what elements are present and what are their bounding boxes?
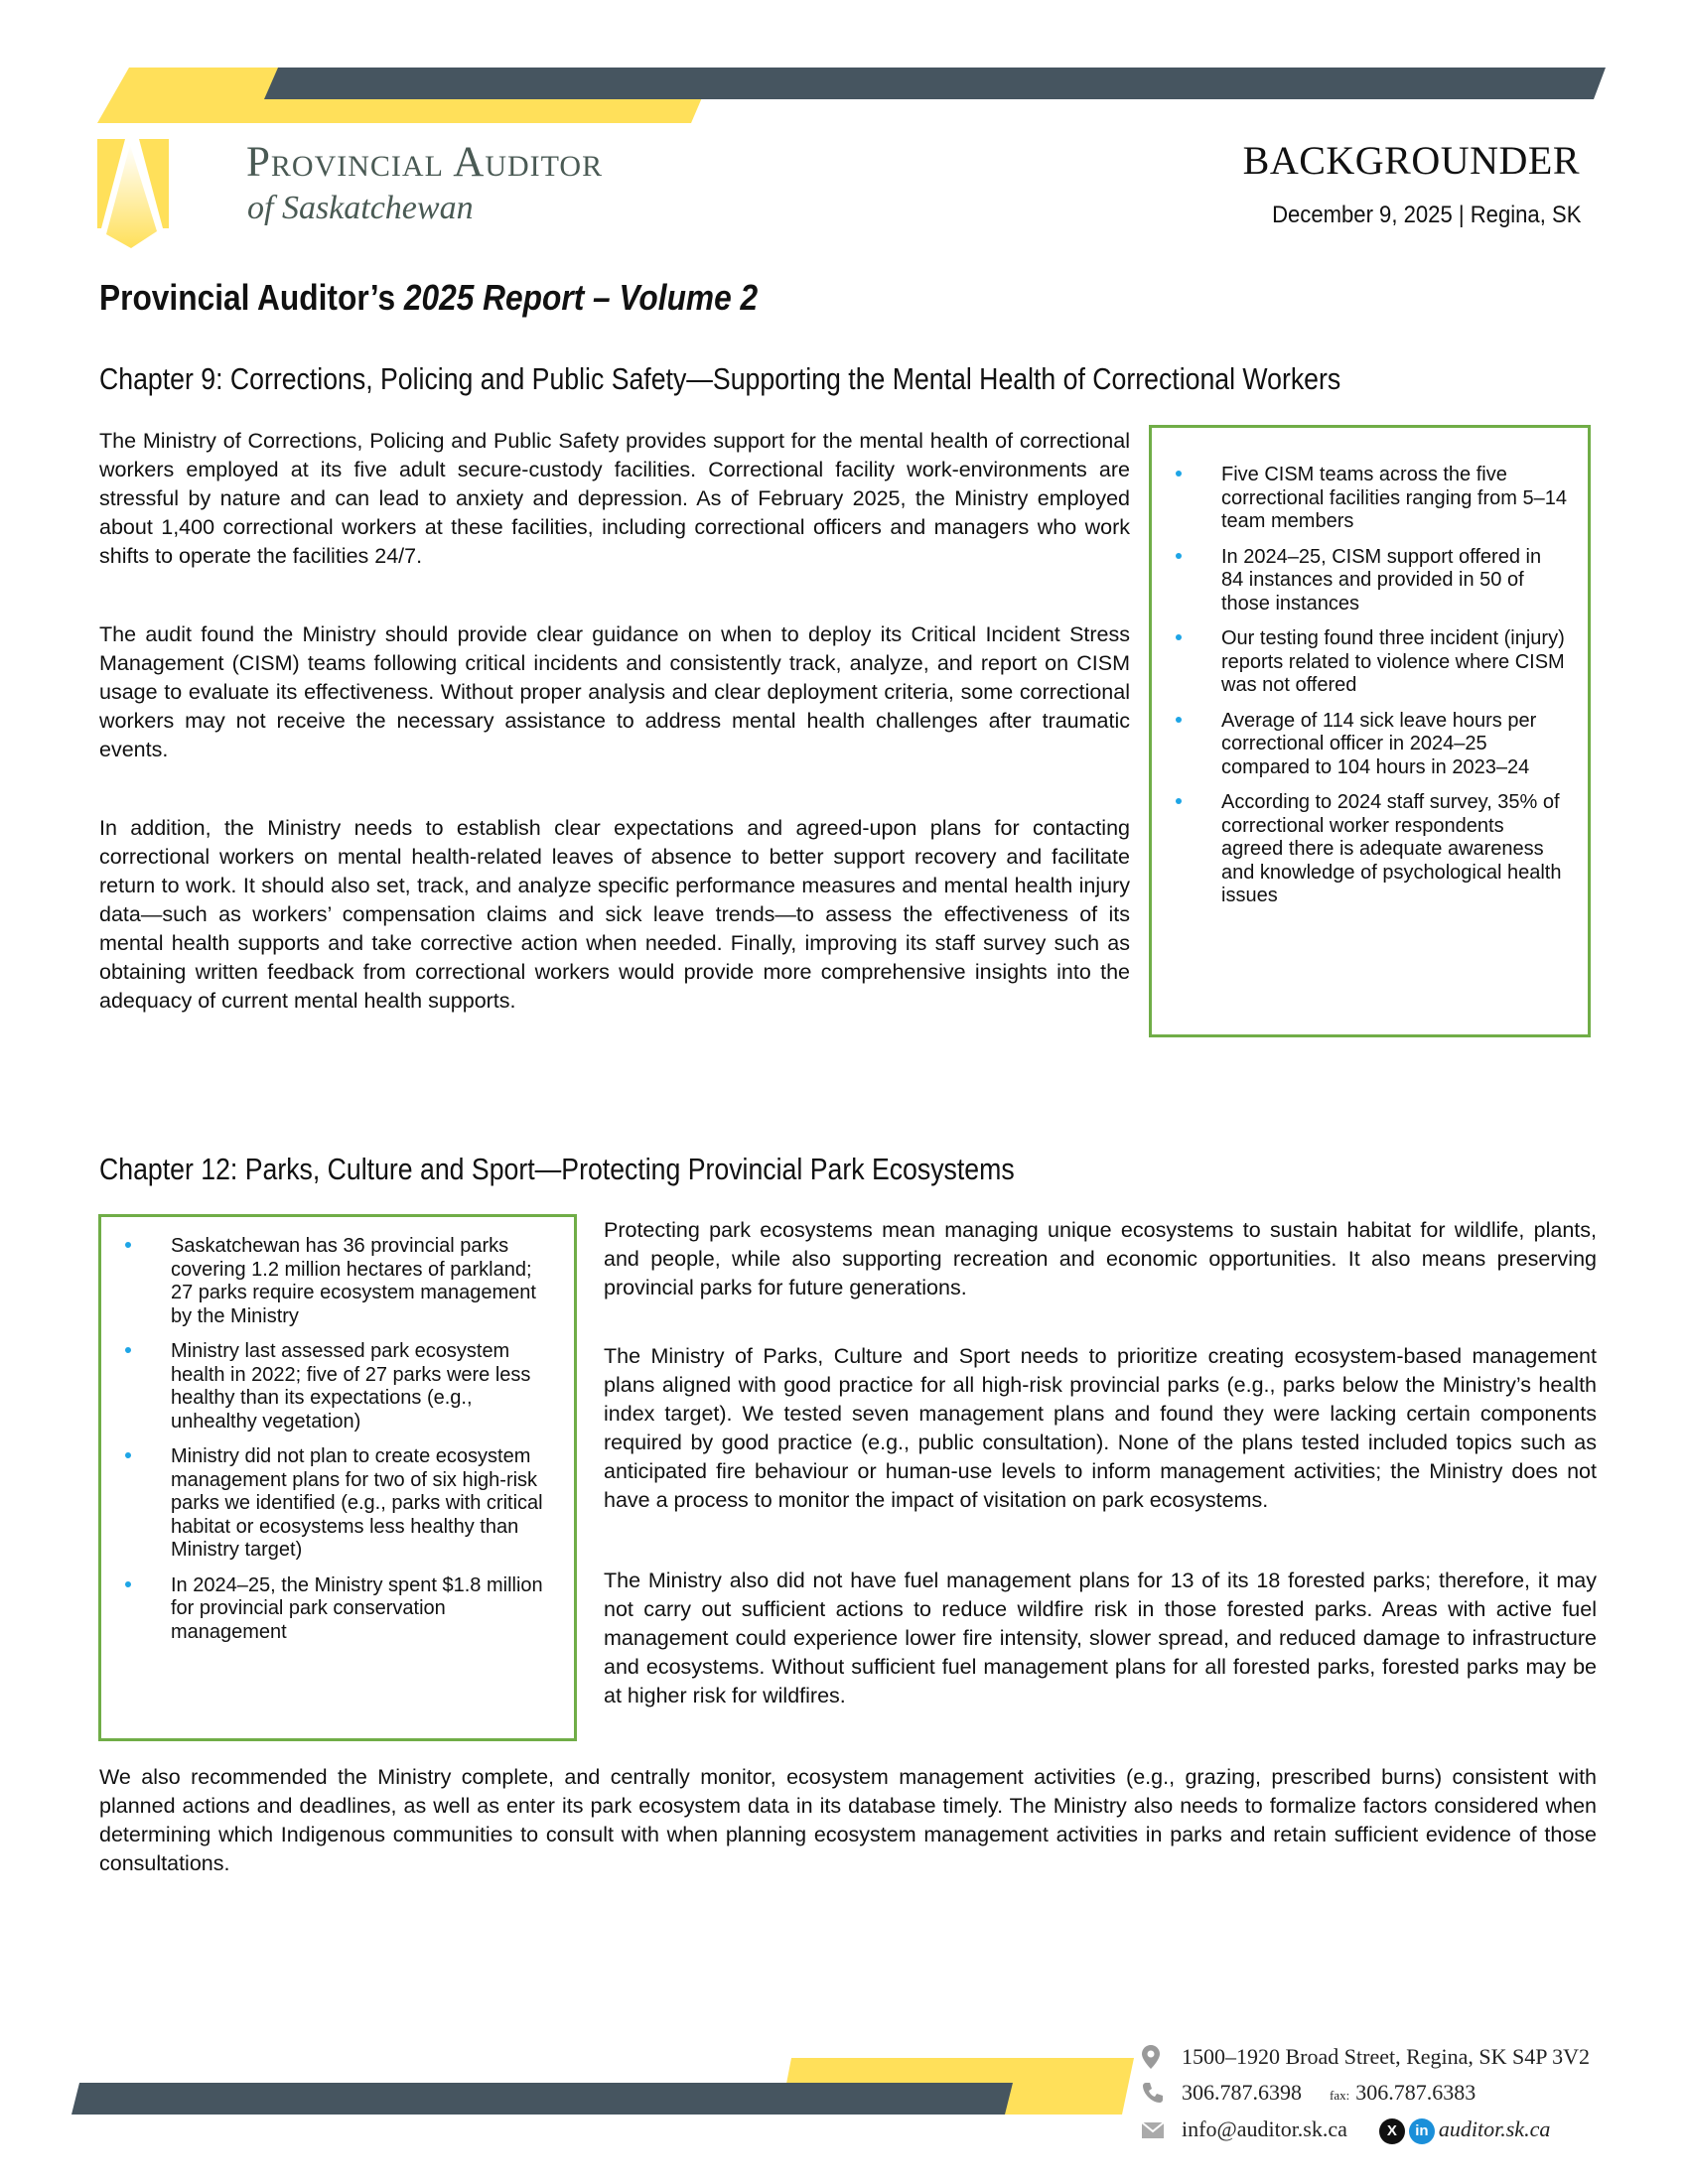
- header-slate-bar: [264, 68, 1606, 99]
- bullet-icon: [125, 1347, 131, 1353]
- highlight-item: Ministry did not plan to create ecosystem management plans for two of six high-risk parks we identified (e.g., parks with critical habitat or ecosystems less healthy than Ministry target): [101, 1445, 554, 1563]
- x-icon[interactable]: X: [1379, 2118, 1405, 2144]
- linkedin-icon[interactable]: in: [1409, 2118, 1435, 2144]
- highlight-item: Our testing found three incident (injury) reports related to violence where CISM was not offered: [1152, 627, 1568, 698]
- map-pin-icon: [1142, 2045, 1166, 2073]
- fax-number: 306.787.6383: [1355, 2080, 1477, 2106]
- highlight-item: Average of 114 sick leave hours per correctional officer in 2024–25 compared to 104 hours in 2023–24: [1152, 710, 1568, 780]
- chapter-9-paragraph: The Ministry of Corrections, Policing and Public Safety provides support for the mental health of correctional workers employed at its five adult secure-custody facilities. Correctional facility work-environments are stressful by nature and can lead to anxiety and depression. As of February 2025, the Ministry employed about 1,400 correctional workers at these facilities, including correctional officers and managers who work shifts to operate the facilities 24/7.: [99, 429, 1130, 568]
- header-banner: [0, 0, 1688, 129]
- highlight-item: In 2024–25, CISM support offered in 84 instances and provided in 50 of those instances: [1152, 546, 1568, 616]
- bullet-icon: [125, 1581, 131, 1587]
- org-name: Provincial Auditor: [246, 139, 604, 186]
- chapter-9-heading: Chapter 9: Corrections, Policing and Public Safety—Supporting the Mental Health of Correctional Workers: [99, 361, 1341, 396]
- phone-number[interactable]: 306.787.6398: [1182, 2080, 1302, 2106]
- bullet-icon: [1176, 634, 1182, 640]
- highlight-item: In 2024–25, the Ministry spent $1.8 million for provincial park conservation management: [101, 1574, 554, 1645]
- footer-slate-bar: [71, 2083, 1013, 2115]
- chapter-12-paragraph: Protecting park ecosystems mean managing unique ecosystems to sustain habitat for wildlife, plants, and people, while also supporting recreation and economic opportunities. It also means preserving provincial parks for future generations.: [604, 1218, 1597, 1299]
- chapter-9-highlights-box: [1149, 425, 1591, 1037]
- chapter-9-paragraph: The audit found the Ministry should provide clear guidance on when to deploy its Critical Incident Stress Management (CISM) teams following critical incidents and consistently track, analyze, and report on CISM usage to evaluate its effectiveness. Without proper analysis and clear deployment criteria, some correctional workers may not receive the necessary assistance to address mental health challenges after traumatic events.: [99, 622, 1130, 761]
- contact-email-web: [1142, 2118, 1550, 2144]
- phone-icon: [1142, 2082, 1166, 2108]
- chapter-12-paragraph: The Ministry also did not have fuel management plans for 13 of its 18 forested parks; therefore, it may not carry out sufficient actions to reduce wildfire risk in those forested parks. Areas with active fuel management could experience lower fire intensity, slower spread, and reduced damage to infrastructure and ecosystems. Without sufficient fuel management plans for all forested parks, forested parks may be at higher risk for wildfires.: [604, 1569, 1597, 1707]
- website-link[interactable]: auditor.sk.ca: [1438, 2116, 1551, 2142]
- chapter-12-paragraph: The Ministry of Parks, Culture and Sport needs to prioritize creating ecosystem-based management plans aligned with good practice for all high-risk provincial parks (e.g., parks below the Ministry’s health index target). We tested seven management plans and found they were lacking certain components required by good practice (e.g., public consultation). None of the plans tested included topics such as anticipated fire behaviour or human-use levels to inform management activities; the Ministry does not have a process to monitor the impact of visitation on park ecosystems.: [604, 1344, 1597, 1512]
- bullet-icon: [125, 1452, 131, 1458]
- mail-icon: [1142, 2120, 1166, 2142]
- auditor-logo-icon: [97, 137, 177, 256]
- page-title: [99, 277, 759, 318]
- contact-address: 1500–1920 Broad Street, Regina, SK S4P 3V2: [1142, 2045, 1590, 2073]
- title-prefix: Provincial Auditor’s: [99, 277, 404, 318]
- chapter-12-heading: Chapter 12: Parks, Culture and Sport—Protecting Provincial Park Ecosystems: [99, 1152, 1015, 1186]
- org-name-sub: of Saskatchewan: [247, 190, 474, 226]
- chapter-9-paragraph: In addition, the Ministry needs to establish clear expectations and agreed-upon plans for contacting correctional workers on mental health-related leaves of absence to better support recovery and facilitate return to work. It should also set, track, and analyze specific performance measures and mental health injury data—such as workers’ compensation claims and sick leave trends—to assess the effectiveness of its mental health supports and take corrective action when needed. Finally, improving its staff survey such as obtaining written feedback from correctional workers would provide more comprehensive insights into the adequacy of current mental health supports.: [99, 816, 1130, 1013]
- bullet-icon: [125, 1242, 131, 1248]
- highlight-item: According to 2024 staff survey, 35% of correctional worker respondents agreed there is adequate awareness and knowledge of psychological health issues: [1152, 791, 1568, 908]
- title-italic: 2025 Report – Volume 2: [403, 277, 759, 318]
- highlight-item: Ministry last assessed park ecosystem health in 2022; five of 27 parks were less healthy than its expectations (e.g., unhealthy vegetation): [101, 1340, 554, 1433]
- chapter-12-highlights-box: [98, 1214, 577, 1741]
- dateline: December 9, 2025 | Regina, SK: [1271, 202, 1581, 228]
- footer-banner: [0, 2045, 1142, 2184]
- chapter-12-paragraph: We also recommended the Ministry complete, and centrally monitor, ecosystem management activities (e.g., grazing, prescribed burns) consistent with planned actions and deadlines, as well as enter its park ecosystem data in its database timely. The Ministry also needs to formalize factors considered when determining which Indigenous communities to consult with when planning ecosystem management activities in parks and retain sufficient evidence of those consultations.: [99, 1765, 1597, 1875]
- contact-phone: [1142, 2082, 1476, 2108]
- email-link[interactable]: info@auditor.sk.ca: [1182, 2116, 1347, 2142]
- bullet-icon: [1176, 798, 1182, 804]
- bullet-icon: [1176, 471, 1182, 477]
- doc-type-label: BACKGROUNDER: [1242, 138, 1580, 183]
- highlight-item: Saskatchewan has 36 provincial parks covering 1.2 million hectares of parkland; 27 parks require ecosystem management by the Ministry: [101, 1235, 554, 1328]
- highlight-item: Five CISM teams across the five correctional facilities ranging from 5–14 team members: [1152, 464, 1568, 534]
- bullet-icon: [1176, 553, 1182, 559]
- bullet-icon: [1176, 717, 1182, 723]
- fax-label: fax:: [1330, 2088, 1350, 2104]
